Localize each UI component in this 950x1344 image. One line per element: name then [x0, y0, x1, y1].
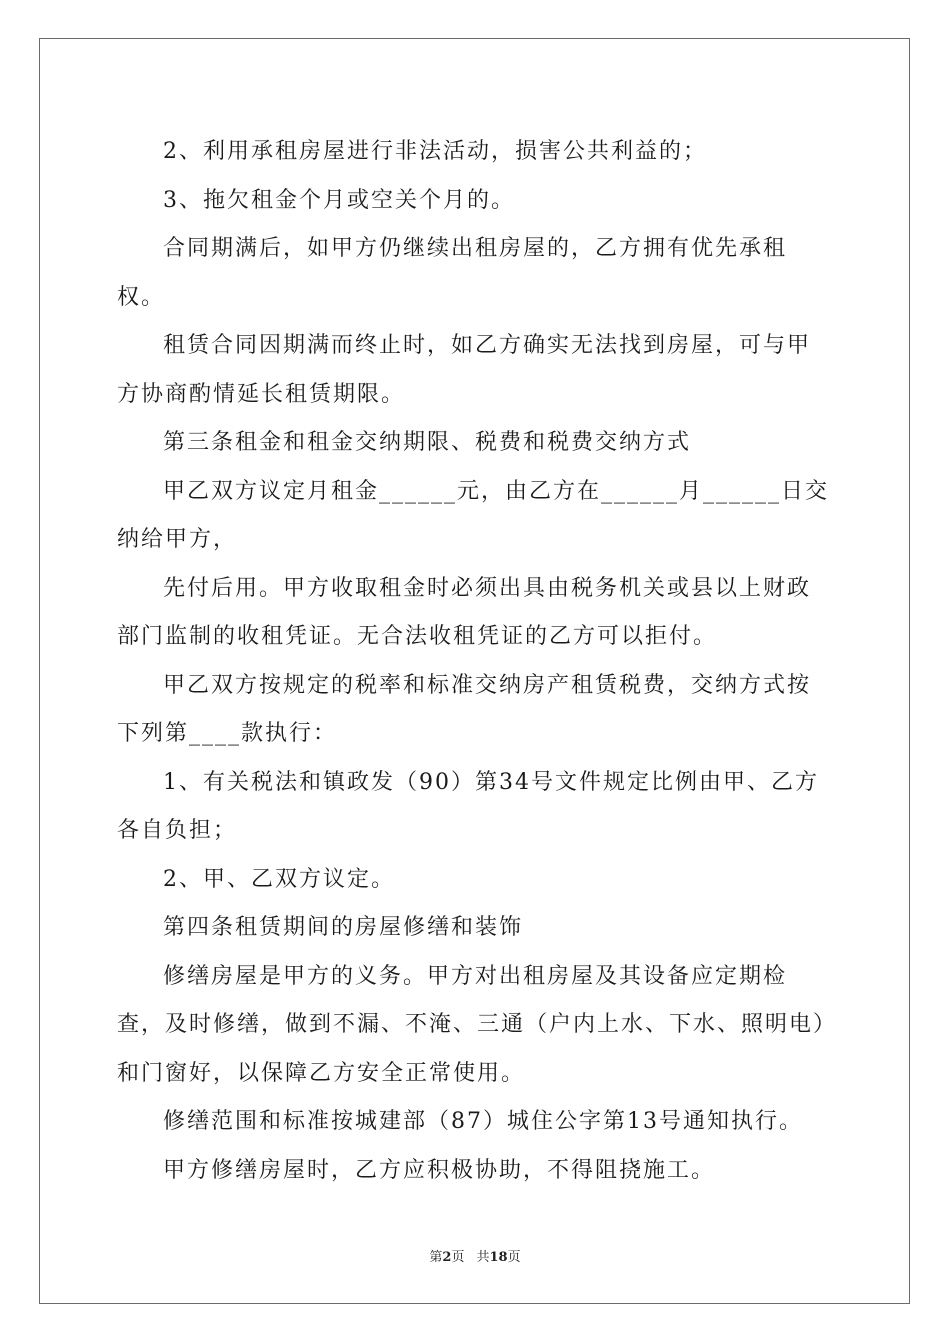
page-suffix: 页: [451, 1250, 465, 1265]
paragraph: 2、利用承租房屋进行非法活动，损害公共利益的；: [163, 139, 707, 164]
paragraph: 甲乙双方按规定的税率和标准交纳房产租赁税费，交纳方式按下列第____款执行：: [117, 672, 812, 746]
paragraph: 甲方修缮房屋时，乙方应积极协助，不得阻挠施工。: [163, 1157, 716, 1183]
paragraph: 1、有关税法和镇政发（90）第34号文件规定比例由甲、乙方各自负担；: [117, 769, 819, 843]
section-heading: 第三条租金和租金交纳期限、税费和税费交纳方式: [163, 430, 692, 455]
paragraph: 3、拖欠租金个月或空关个月的。: [163, 187, 515, 213]
paragraph: 甲乙双方议定月租金______元，由乙方在______月______日交纳给甲方，: [117, 478, 830, 552]
paragraph: 修缮房屋是甲方的义务。甲方对出租房屋及其设备应定期检查，及时修缮，做到不漏、不淹、三通（户内上水、下水、照明电）和门窗好，以保障乙方安全正常使用。: [117, 963, 827, 1086]
paragraph: 2、甲、乙双方议定。: [163, 866, 395, 892]
section-heading: 第四条租赁期间的房屋修缮和装饰: [163, 915, 524, 940]
page-prefix: 第: [429, 1250, 443, 1265]
total-prefix: 共: [476, 1250, 490, 1265]
paragraph: 合同期满后，如甲方仍继续出租房屋的，乙方拥有优先承租权。: [117, 236, 788, 310]
total-pages: 18: [489, 1250, 508, 1265]
page-number: 2: [442, 1250, 452, 1265]
page-footer: [0, 1246, 950, 1265]
paragraph: 修缮范围和标准按城建部（87）城住公字第13号通知执行。: [163, 1109, 803, 1134]
document-body: [117, 128, 833, 1195]
total-suffix: 页: [507, 1250, 521, 1265]
paragraph: 先付后用。甲方收取租金时必须出具由税务机关或县以上财政部门监制的收租凭证。无合法收租凭证的乙方可以拒付。: [117, 575, 812, 649]
paragraph: 租赁合同因期满而终止时，如乙方确实无法找到房屋，可与甲方协商酌情延长租赁期限。: [117, 333, 812, 407]
